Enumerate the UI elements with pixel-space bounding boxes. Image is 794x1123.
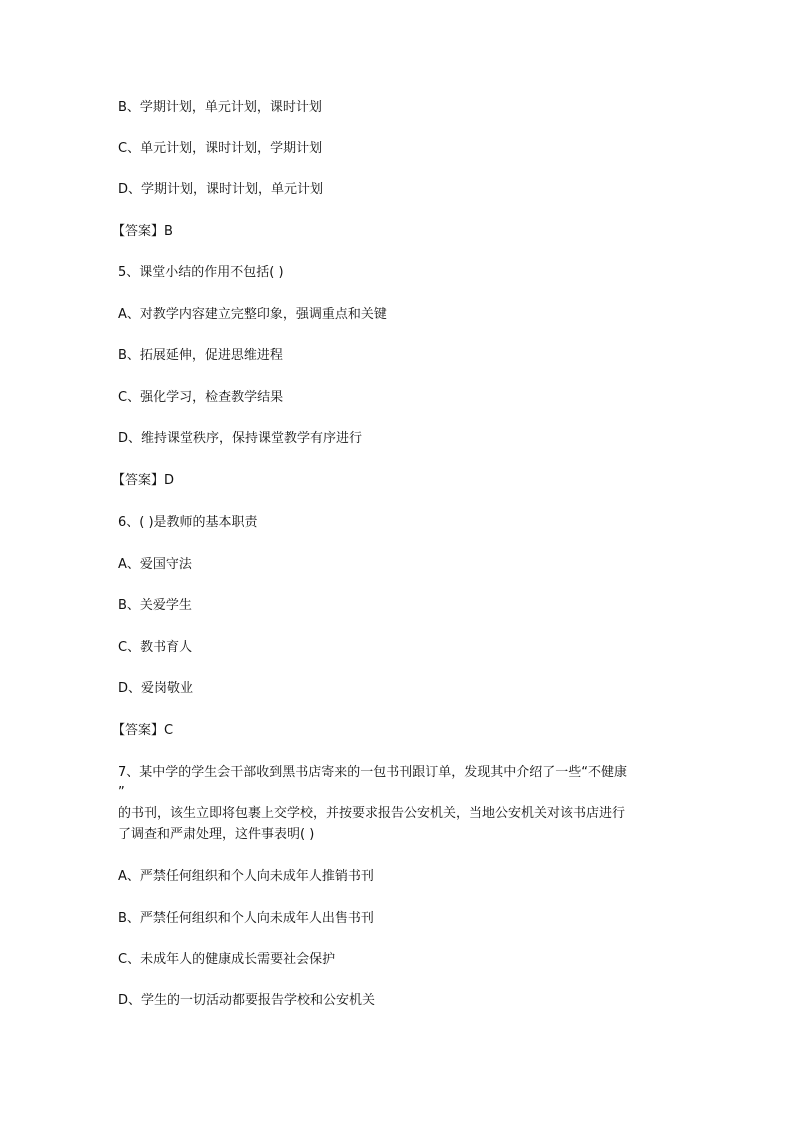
option-b-q7: B、严禁任何组织和个人向未成年人出售书刊 bbox=[118, 911, 374, 926]
option-d-q7: D、学生的一切活动都要报告学校和公安机关 bbox=[118, 993, 376, 1008]
question-7-line-2: ” bbox=[118, 785, 125, 800]
question-6: 6、( )是教师的基本职责 bbox=[118, 515, 258, 530]
question-5: 5、课堂小结的作用不包括( ) bbox=[118, 265, 284, 280]
question-7-line-1: 7、某中学的学生会干部收到黑书店寄来的一包书刊跟订单，发现其中介绍了一些“不健康 bbox=[118, 765, 628, 780]
option-a-q6: A、爱国守法 bbox=[118, 557, 192, 572]
option-c-q5: C、强化学习，检查教学结果 bbox=[118, 390, 284, 405]
option-c-q7: C、未成年人的健康成长需要社会保护 bbox=[118, 952, 336, 967]
question-7-line-4: 了调查和严肃处理，这件事表明( ) bbox=[118, 827, 315, 842]
option-d-q6: D、爱岗敬业 bbox=[118, 681, 194, 696]
option-d-q4: D、学期计划，课时计划，单元计划 bbox=[118, 182, 324, 197]
answer-q4: 【答案】B bbox=[112, 224, 173, 239]
answer-q6: 【答案】C bbox=[112, 723, 174, 738]
option-b-q5: B、拓展延伸，促进思维进程 bbox=[118, 348, 283, 363]
answer-q5: 【答案】D bbox=[112, 473, 175, 488]
question-7-line-3: 的书刊，该生立即将包裹上交学校，并按要求报告公安机关，当地公安机关对该书店进行 bbox=[118, 806, 626, 821]
option-c-q4: C、单元计划，课时计划，学期计划 bbox=[118, 141, 323, 156]
option-a-q5: A、对教学内容建立完整印象，强调重点和关键 bbox=[118, 307, 387, 322]
option-a-q7: A、严禁任何组织和个人向未成年人推销书刊 bbox=[118, 869, 374, 884]
option-c-q6: C、教书育人 bbox=[118, 640, 193, 655]
option-b-q6: B、关爱学生 bbox=[118, 598, 192, 613]
option-d-q5: D、维持课堂秩序，保持课堂教学有序进行 bbox=[118, 431, 363, 446]
option-b-q4: B、学期计划，单元计划，课时计划 bbox=[118, 100, 322, 115]
